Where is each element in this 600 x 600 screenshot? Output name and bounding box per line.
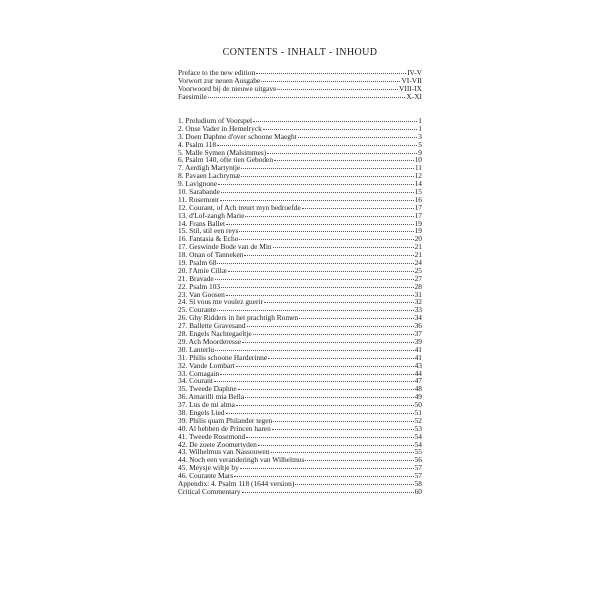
entry-title: 41. Tweede Rosemond: [178, 431, 246, 441]
dot-leader: [221, 287, 414, 288]
dot-leader: [238, 389, 414, 390]
entry-page: 1: [418, 123, 422, 133]
entry-page: 36: [414, 321, 422, 331]
entry-page: 9: [418, 147, 422, 157]
entry-title: 10. Sarabande: [178, 187, 220, 197]
entry-title: 25. Courante: [178, 305, 217, 315]
entry-title: 21. Bravade: [178, 273, 214, 283]
entry-title: 13. d'Lof-zangh Marie: [178, 210, 245, 220]
entry-page: 24: [414, 258, 422, 268]
entry-title: 6. Psalm 140, ofte tien Geboden: [178, 155, 274, 165]
entry-page: 27: [414, 273, 422, 283]
entry-page: 28: [414, 281, 422, 291]
entry-title: 32. Vande Lombart: [178, 360, 235, 370]
entry-title: 37. Lus de mi alma: [178, 400, 235, 410]
dot-leader: [253, 334, 414, 335]
entry-page: IV-V: [407, 68, 422, 77]
entry-title: 44. Noch een veranderingh van Wilhelmus: [178, 455, 305, 465]
dot-leader: [302, 208, 414, 209]
entry-page: 57: [414, 463, 422, 473]
dot-leader: [277, 89, 398, 90]
entry-title: 27. Ballette Gravesand: [178, 321, 246, 331]
dot-leader: [242, 342, 414, 343]
entry-title: Appendix: 4. Psalm 118 (1644 version): [178, 478, 295, 488]
entry-page: 37: [414, 329, 422, 339]
entry-page: 15: [414, 187, 422, 197]
entry-page: 52: [414, 415, 422, 425]
entry-title: Faesimile: [178, 91, 207, 101]
dot-leader: [241, 176, 413, 177]
entry-page: 60: [414, 486, 422, 496]
entry-page: 51: [414, 407, 422, 417]
entry-page: 43: [414, 360, 422, 370]
entry-title: 9. Lavignone: [178, 179, 217, 189]
dot-leader: [263, 129, 417, 130]
entry-page: 44: [414, 368, 422, 378]
dot-leader: [271, 452, 414, 453]
dot-leader: [272, 429, 414, 430]
entry-page: 32: [414, 297, 422, 307]
entry-title: 19. Psalm 68: [178, 258, 217, 268]
entry-page: 54: [414, 439, 422, 449]
entry-title: 15. Stil, stil een reys: [178, 226, 239, 236]
entry-page: 16: [414, 194, 422, 204]
entry-title: 42. De zoete Zoomertyden: [178, 439, 257, 449]
entry-page: 21: [414, 242, 422, 252]
entry-title: 34. Courant: [178, 376, 213, 386]
dot-leader: [234, 476, 413, 477]
dot-leader: [241, 168, 414, 169]
entry-page: 39: [414, 336, 422, 346]
entry-title: 31. Philis schoone Harderinne: [178, 352, 268, 362]
dot-leader: [253, 121, 417, 122]
entry-page: 20: [414, 234, 422, 244]
entry-page: 34: [414, 313, 422, 323]
entry-title: 26. Ghy Ridders in het prachtigh Romen: [178, 313, 299, 323]
entry-title: 2. Onse Vader in Hemelryck: [178, 123, 262, 133]
entry-page: 19: [414, 226, 422, 236]
front-matter-list: [178, 69, 422, 101]
dot-leader: [261, 81, 400, 82]
entry-title: 23. Van Goosen: [178, 289, 225, 299]
entry-title: 35. Tweede Daphne: [178, 384, 237, 394]
entry-page: 21: [414, 250, 422, 260]
dot-leader: [245, 216, 413, 217]
page-title: CONTENTS - INHALT - INHOUD: [222, 47, 378, 58]
entry-title: 11. Rosemont: [178, 194, 219, 204]
dot-leader: [236, 405, 414, 406]
entry-title: 17. Geswinde Bode van de Min: [178, 242, 272, 252]
entry-page: VI-VII: [401, 75, 422, 85]
entry-page: 5: [418, 139, 422, 149]
entry-page: 58: [414, 478, 422, 488]
entry-page: VIII-IX: [399, 83, 422, 93]
entry-title: Preface to the new edition: [178, 68, 256, 77]
entry-title: 16. Fantasia & Echo: [178, 234, 239, 244]
entry-page: 55: [414, 447, 422, 457]
entry-page: 11: [414, 163, 422, 173]
dot-leader: [214, 381, 414, 382]
dot-leader: [239, 239, 413, 240]
entry-title: 28. Engels Nachtegaeltje: [178, 329, 252, 339]
entry-title: 24. Si vous me voulez guerir: [178, 297, 263, 307]
entry-title: 7. Aerdigh Martyntje: [178, 163, 241, 173]
dot-leader: [240, 468, 414, 469]
dot-leader: [228, 271, 414, 272]
dot-leader: [245, 397, 414, 398]
dot-leader: [208, 97, 406, 98]
dot-leader: [273, 247, 414, 248]
dot-leader: [242, 492, 414, 493]
entry-title: 45. Meysje wiltje by: [178, 463, 239, 473]
dot-leader: [274, 160, 414, 161]
dot-leader: [256, 73, 406, 74]
entry-page: 41: [414, 352, 422, 362]
contents-row: [178, 488, 422, 496]
entry-page: 57: [414, 471, 422, 481]
entry-page: 54: [414, 431, 422, 441]
dot-leader: [220, 200, 414, 201]
entry-title: 20. l'Amie Cillæ: [178, 265, 227, 275]
dot-leader: [273, 421, 413, 422]
entry-page: 48: [414, 384, 422, 394]
entry-page: 3: [418, 131, 422, 141]
dot-leader: [267, 153, 417, 154]
dot-leader: [217, 310, 413, 311]
dot-leader: [217, 263, 413, 264]
entry-page: 14: [414, 179, 422, 189]
dot-leader: [264, 302, 414, 303]
dot-leader: [298, 137, 418, 138]
contents-row: [178, 370, 422, 378]
dot-leader: [226, 224, 414, 225]
front-matter-row: [178, 85, 422, 93]
entry-page: 19: [414, 218, 422, 228]
entry-title: 1. Preludium of Voorspel: [178, 116, 253, 125]
entry-title: 14. Frans Ballet: [178, 218, 226, 228]
contents-list: [178, 117, 422, 496]
dot-leader: [221, 192, 414, 193]
entry-page: 47: [414, 376, 422, 386]
contents-row: [178, 267, 422, 275]
entry-title: 38. Engels Lied: [178, 407, 225, 417]
entry-title: Voorwoord bij de nieuwe uitgave: [178, 83, 277, 93]
entry-title: 3. Doen Daphne d'over schoone Maeght: [178, 131, 297, 141]
dot-leader: [299, 318, 414, 319]
dot-leader: [295, 484, 413, 485]
entry-title: Vorwort zur neuen Ausgabe: [178, 75, 261, 85]
entry-title: 46. Courante Mars: [178, 471, 234, 481]
entry-page: 50: [414, 400, 422, 410]
dot-leader: [236, 366, 414, 367]
entry-page: 31: [414, 289, 422, 299]
entry-page: 17: [414, 210, 422, 220]
dot-leader: [215, 350, 413, 351]
entry-title: 29. Ach Moorderesse: [178, 336, 242, 346]
dot-leader: [305, 460, 413, 461]
dot-leader: [217, 145, 417, 146]
dot-leader: [268, 358, 414, 359]
entry-page: 12: [414, 171, 422, 181]
entry-title: 30. Lanterlu: [178, 344, 215, 354]
dot-leader: [258, 445, 414, 446]
entry-title: Critical Commentary: [178, 486, 241, 496]
entry-title: 22. Psalm 103: [178, 281, 221, 291]
entry-page: 25: [414, 265, 422, 275]
dot-leader: [220, 374, 413, 375]
entry-page: 41: [414, 344, 422, 354]
entry-page: X-XI: [406, 91, 422, 101]
entry-title: 33. Comagain: [178, 368, 220, 378]
entry-title: 12. Courant, of Ach treurt myn bedroefde: [178, 202, 301, 212]
dot-leader: [247, 326, 414, 327]
entry-title: 5. Malle Symen (Malsimmes): [178, 147, 267, 157]
entry-page: 17: [414, 202, 422, 212]
entry-title: 39. Philis quam Philander tegen: [178, 415, 273, 425]
dot-leader: [246, 437, 413, 438]
entry-title: 36. Amarilli mia Bella: [178, 392, 245, 402]
dot-leader: [218, 184, 414, 185]
entry-page: 56: [414, 455, 422, 465]
entry-page: 1: [418, 116, 422, 125]
entry-title: 43. Wilhelmus van Nassouwen: [178, 447, 270, 457]
front-matter-row: [178, 93, 422, 101]
dot-leader: [239, 231, 413, 232]
entry-title: 18. Onan of Tanneken: [178, 250, 244, 260]
entry-page: 53: [414, 423, 422, 433]
dot-leader: [215, 279, 414, 280]
dot-leader: [244, 255, 413, 256]
entry-page: 33: [414, 305, 422, 315]
dot-leader: [226, 413, 414, 414]
dot-leader: [226, 295, 414, 296]
contents-row: [178, 338, 422, 346]
entry-title: 8. Pavaen Lachrymæ: [178, 171, 241, 181]
entry-title: 4. Psalm 118: [178, 139, 217, 149]
entry-page: 49: [414, 392, 422, 402]
entry-title: 40. Al hebben de Princen haren: [178, 423, 271, 433]
entry-page: 10: [414, 155, 422, 165]
